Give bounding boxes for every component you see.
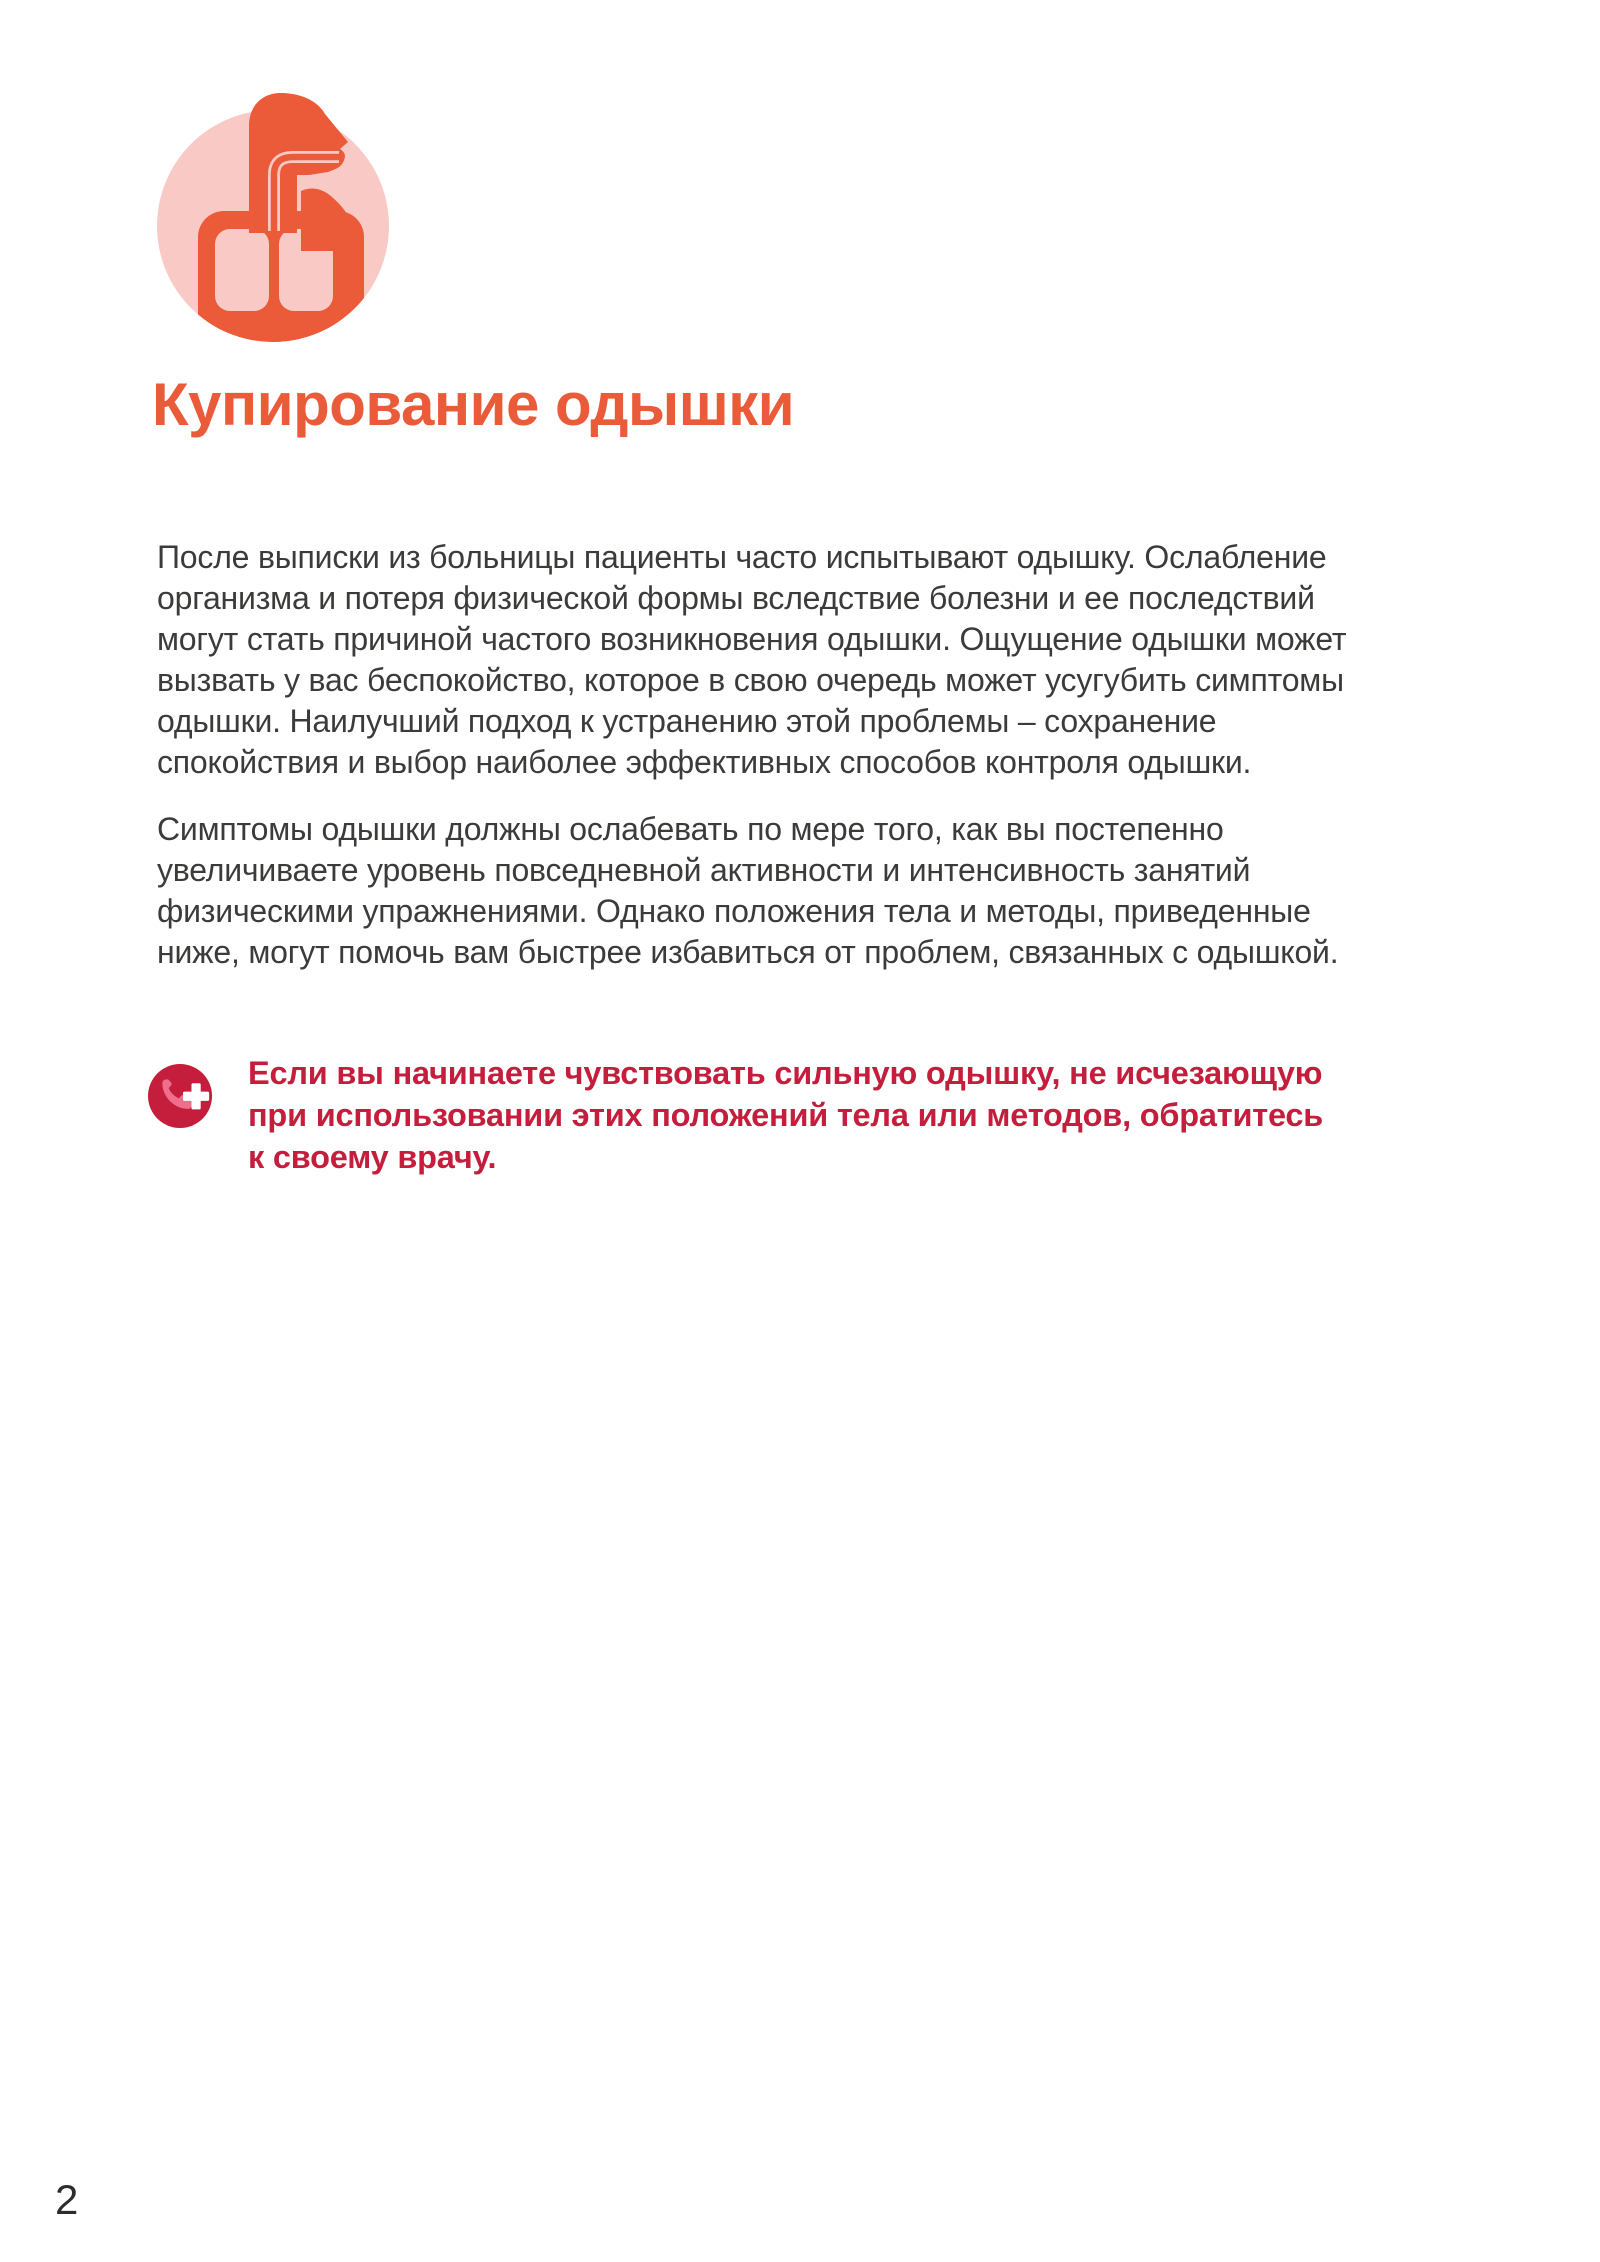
warning-line: при использовании этих положений тела или методов, обратитесь	[248, 1097, 1324, 1133]
paragraph-line: организма и потеря физической формы вследствие болезни и ее последствий	[157, 580, 1315, 616]
warning-line: к своему врачу.	[248, 1139, 497, 1175]
page-title: Купирование одышки	[152, 371, 795, 438]
phone-plus-icon	[148, 1064, 214, 1130]
warning-line: Если вы начинаете чувствовать сильную одышку, не исчезающую	[248, 1055, 1323, 1091]
intro-paragraph	[157, 537, 1346, 783]
paragraph-line: ниже, могут помочь вам быстрее избавиться от проблем, связанных с одышкой.	[157, 934, 1339, 970]
lungs-icon	[151, 61, 396, 356]
warning-text	[248, 1052, 1323, 1178]
page-number: 2	[55, 2176, 79, 2223]
paragraph-line: увеличиваете уровень повседневной активности и интенсивность занятий	[157, 852, 1251, 888]
paragraph-line: После выписки из больницы пациенты часто испытывают одышку. Ослабление	[157, 539, 1327, 575]
paragraph-line: Симптомы одышки должны ослабевать по мере того, как вы постепенно	[157, 811, 1224, 847]
paragraph-line: могут стать причиной частого возникновения одышки. Ощущение одышки может	[157, 621, 1347, 657]
paragraph-line: одышки. Наилучший подход к устранению этой проблемы – сохранение	[157, 703, 1217, 739]
second-paragraph	[157, 809, 1338, 973]
paragraph-line: вызвать у вас беспокойство, которое в свою очередь может усугубить симптомы	[157, 662, 1344, 698]
paragraph-line: спокойствия и выбор наиболее эффективных способов контроля одышки.	[157, 744, 1252, 780]
paragraph-line: физическими упражнениями. Однако положения тела и методы, приведенные	[157, 893, 1311, 929]
